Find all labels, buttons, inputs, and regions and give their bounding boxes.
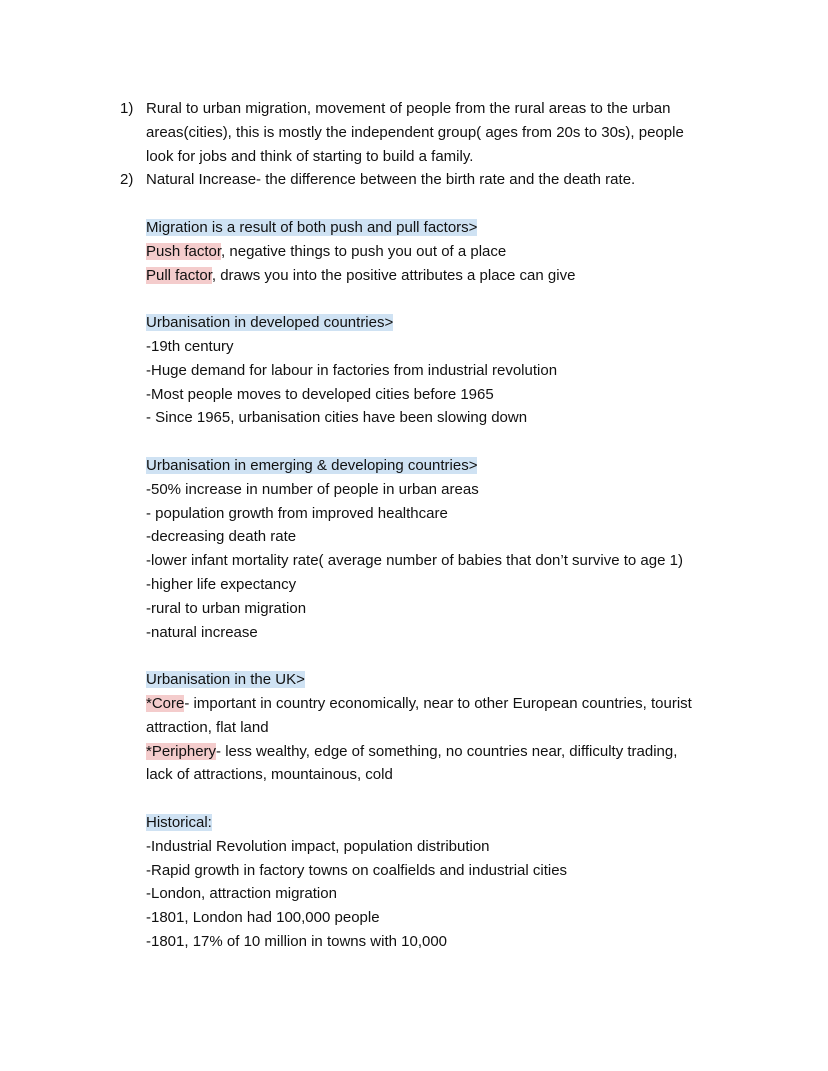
blank-line xyxy=(0,644,828,668)
text-line xyxy=(0,930,828,954)
list-number: 1) xyxy=(120,100,134,117)
body-text: - important in country economically, near to other European countries, tourist xyxy=(184,694,692,712)
body-text: areas(cities), this is mostly the independent group( ages from 20s to 30s), people xyxy=(146,123,684,141)
body-text: Natural Increase- the difference between the birth rate and the death rate. xyxy=(146,171,636,189)
text-line xyxy=(0,240,828,264)
blank-line xyxy=(0,287,828,311)
text-line xyxy=(0,406,828,430)
section-heading: Migration is a result of both push and pull factors> xyxy=(146,218,478,236)
text-line xyxy=(0,692,828,716)
body-text: -1801, London had 100,000 people xyxy=(146,909,380,927)
text-line xyxy=(0,311,828,335)
highlighted-term: Pull factor xyxy=(146,266,212,284)
text-line xyxy=(0,359,828,383)
highlighted-term: *Core xyxy=(146,694,185,712)
body-text: -19th century xyxy=(146,337,234,355)
body-text: -Most people moves to developed cities before 1965 xyxy=(146,385,494,403)
text-line xyxy=(0,597,828,621)
list-number: 2) xyxy=(120,171,134,189)
text-line xyxy=(0,97,828,121)
text-line xyxy=(0,502,828,526)
text-line xyxy=(0,335,828,359)
text-line xyxy=(0,145,828,169)
text-line xyxy=(0,168,828,192)
body-text: attraction, flat land xyxy=(146,718,269,736)
body-text: -higher life expectancy xyxy=(146,575,297,593)
text-line xyxy=(0,882,828,906)
text-line xyxy=(0,740,828,764)
text-line xyxy=(0,121,828,145)
text-line xyxy=(0,859,828,883)
document-page xyxy=(0,97,828,954)
text-line xyxy=(0,621,828,645)
text-line xyxy=(0,835,828,859)
text-line xyxy=(0,763,828,787)
body-text: -decreasing death rate xyxy=(146,528,297,546)
text-line xyxy=(0,525,828,549)
text-line xyxy=(0,668,828,692)
blank-line xyxy=(0,787,828,811)
body-text: , negative things to push you out of a place xyxy=(221,242,507,260)
text-line xyxy=(0,811,828,835)
text-line xyxy=(0,216,828,240)
body-text: - population growth from improved healthcare xyxy=(146,504,448,522)
text-line xyxy=(0,478,828,502)
text-line xyxy=(0,573,828,597)
body-text: -London, attraction migration xyxy=(146,885,337,903)
highlighted-term: *Periphery xyxy=(146,742,217,760)
body-text: lack of attractions, mountainous, cold xyxy=(146,766,393,784)
body-text: -lower infant mortality rate( average number of babies that don’t survive to age 1) xyxy=(146,552,683,570)
section-heading: Urbanisation in developed countries> xyxy=(146,314,394,332)
body-text: - less wealthy, edge of something, no countries near, difficulty trading, xyxy=(216,742,678,760)
section-heading: Historical: xyxy=(146,813,212,831)
section-heading: Urbanisation in the UK> xyxy=(146,671,305,689)
body-text: Rural to urban migration, movement of people from the rural areas to the urban xyxy=(146,100,671,117)
text-line xyxy=(0,549,828,573)
body-text: -rural to urban migration xyxy=(146,599,307,617)
body-text: -Industrial Revolution impact, population distribution xyxy=(146,837,490,855)
text-line xyxy=(0,383,828,407)
text-line xyxy=(0,264,828,288)
section-heading: Urbanisation in emerging & developing countries> xyxy=(146,456,478,474)
body-text: - Since 1965, urbanisation cities have been slowing down xyxy=(146,409,528,427)
body-text: -50% increase in number of people in urban areas xyxy=(146,480,479,498)
blank-line xyxy=(0,192,828,216)
text-line xyxy=(0,906,828,930)
body-text: -natural increase xyxy=(146,623,258,641)
body-text: -1801, 17% of 10 million in towns with 10,000 xyxy=(146,932,448,950)
text-line xyxy=(0,454,828,478)
body-text: -Rapid growth in factory towns on coalfields and industrial cities xyxy=(146,861,568,879)
body-text: , draws you into the positive attributes a place can give xyxy=(211,266,576,284)
highlighted-term: Push factor xyxy=(146,242,222,260)
blank-line xyxy=(0,430,828,454)
body-text: -Huge demand for labour in factories from industrial revolution xyxy=(146,361,558,379)
text-line xyxy=(0,716,828,740)
body-text: look for jobs and think of starting to build a family. xyxy=(146,147,474,165)
